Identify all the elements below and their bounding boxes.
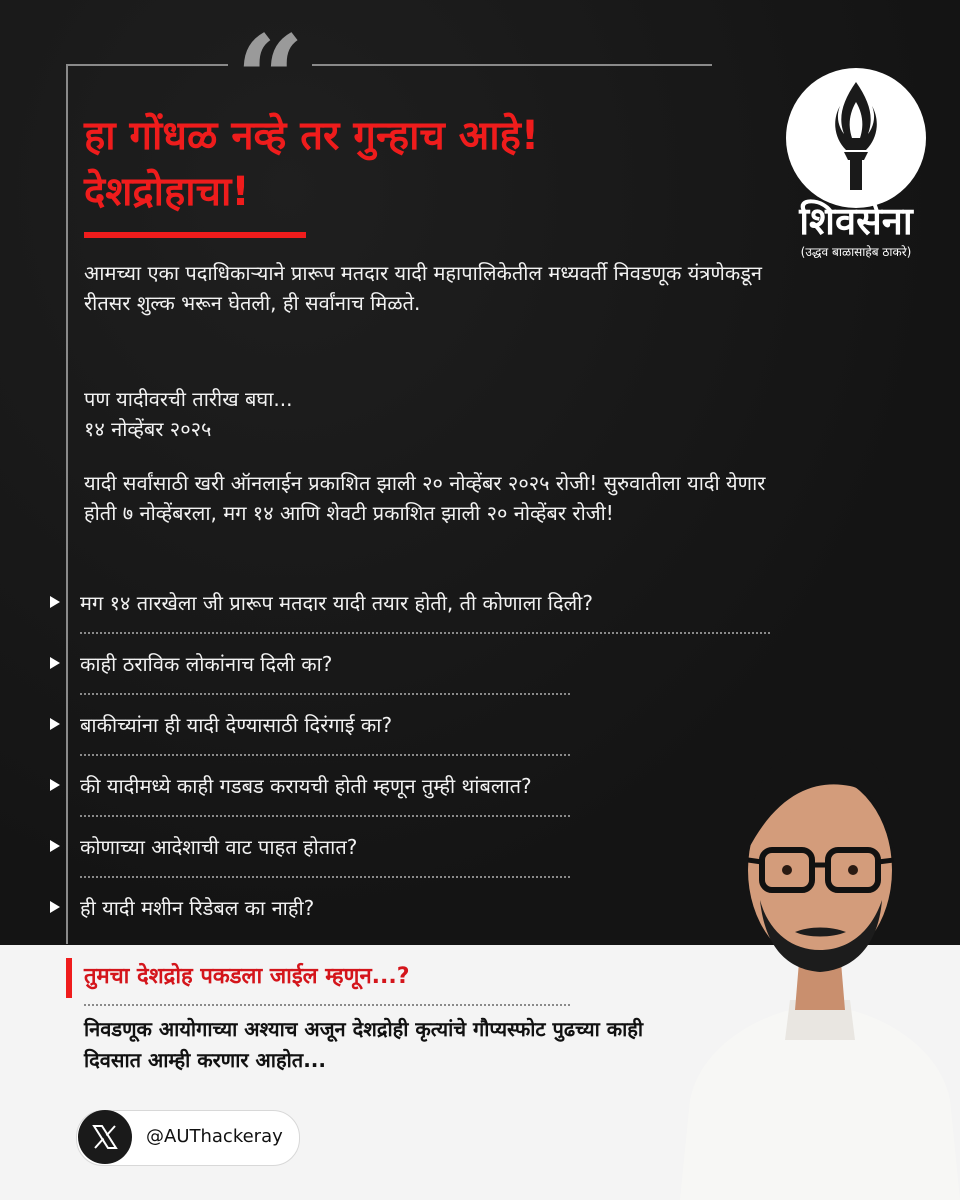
headline — [84, 108, 744, 220]
dotted-divider — [80, 632, 770, 634]
party-subtitle: (उद्धव बाळासाहेब ठाकरे) — [800, 245, 912, 259]
question-text: कोणाच्या आदेशाची वाट पाहत होतात? — [80, 835, 358, 859]
bottom-accent-bar — [66, 958, 72, 998]
party-name: शिवसेना — [799, 199, 913, 243]
paragraph-intro: आमच्या एका पदाधिकाऱ्याने प्रारूप मतदार यादी महापालिकेतील मध्यवर्ती निवडणूक यंत्रणेकडून रीतसर शुल्क भरून घेतली, ही सर्वांनाच मिळते. — [84, 261, 763, 315]
paragraph-date — [84, 384, 804, 444]
question-text: ही यादी मशीन रिडेबल का नाही? — [80, 896, 315, 920]
social-handle[interactable]: @AUThackeray — [146, 1126, 283, 1147]
arrow-right-icon — [50, 779, 60, 791]
question-item — [50, 588, 770, 649]
frame-line-top-left — [66, 64, 228, 66]
dotted-divider — [80, 815, 570, 817]
headline-underline — [84, 232, 306, 238]
paragraph-date-line-1: पण यादीवरची तारीख बघा... — [84, 387, 293, 411]
dotted-divider — [80, 754, 570, 756]
torch-logo — [786, 68, 926, 208]
question-text: मग १४ तारखेला जी प्रारूप मतदार यादी तयार होती, ती कोणाला दिली? — [80, 591, 593, 615]
headline-line-2: देशद्रोहाचा! — [84, 169, 250, 215]
bottom-body-text: निवडणूक आयोगाच्या अश्याच अजून देशद्रोही कृत्यांचे गौप्यस्फोट पुढच्या काही दिवसात आम्ही करणार आहोत... — [84, 1017, 644, 1072]
question-text: बाकीच्यांना ही यादी देण्यासाठी दिरंगाई का? — [80, 713, 393, 737]
bottom-dotted-divider — [84, 1004, 570, 1006]
arrow-right-icon — [50, 596, 60, 608]
dotted-divider — [80, 693, 570, 695]
quote-mark-icon: “ — [235, 9, 305, 150]
question-text: काही ठराविक लोकांनाच दिली का? — [80, 652, 333, 676]
bottom-heading: तुमचा देशद्रोह पकडला जाईल म्हणून...? — [84, 964, 410, 989]
frame-line-top-right — [312, 64, 712, 66]
torch-icon — [786, 68, 926, 208]
dotted-divider — [80, 876, 570, 878]
arrow-right-icon — [50, 718, 60, 730]
arrow-right-icon — [50, 657, 60, 669]
x-logo-icon[interactable] — [78, 1110, 132, 1164]
paragraph-publication: यादी सर्वांसाठी खरी ऑनलाईन प्रकाशित झाली २० नोव्हेंबर २०२५ रोजी! सुरुवातीला यादी येणार होती ७ नोव्हेंबरला, मग १४ आणि शेवटी प्रकाशित झाली २० नोव्हेंबर रोजी! — [84, 471, 766, 525]
question-text: की यादीमध्ये काही गडबड करायची होती म्हणून तुम्ही थांबलात? — [80, 774, 532, 798]
arrow-right-icon — [50, 901, 60, 913]
headline-line-1: हा गोंधळ नव्हे तर गुन्हाच आहे! — [84, 113, 540, 159]
x-glyph — [91, 1123, 119, 1151]
person-portrait — [650, 700, 960, 1200]
paragraph-date-line-2: १४ नोव्हेंबर २०२५ — [84, 417, 212, 441]
arrow-right-icon — [50, 840, 60, 852]
